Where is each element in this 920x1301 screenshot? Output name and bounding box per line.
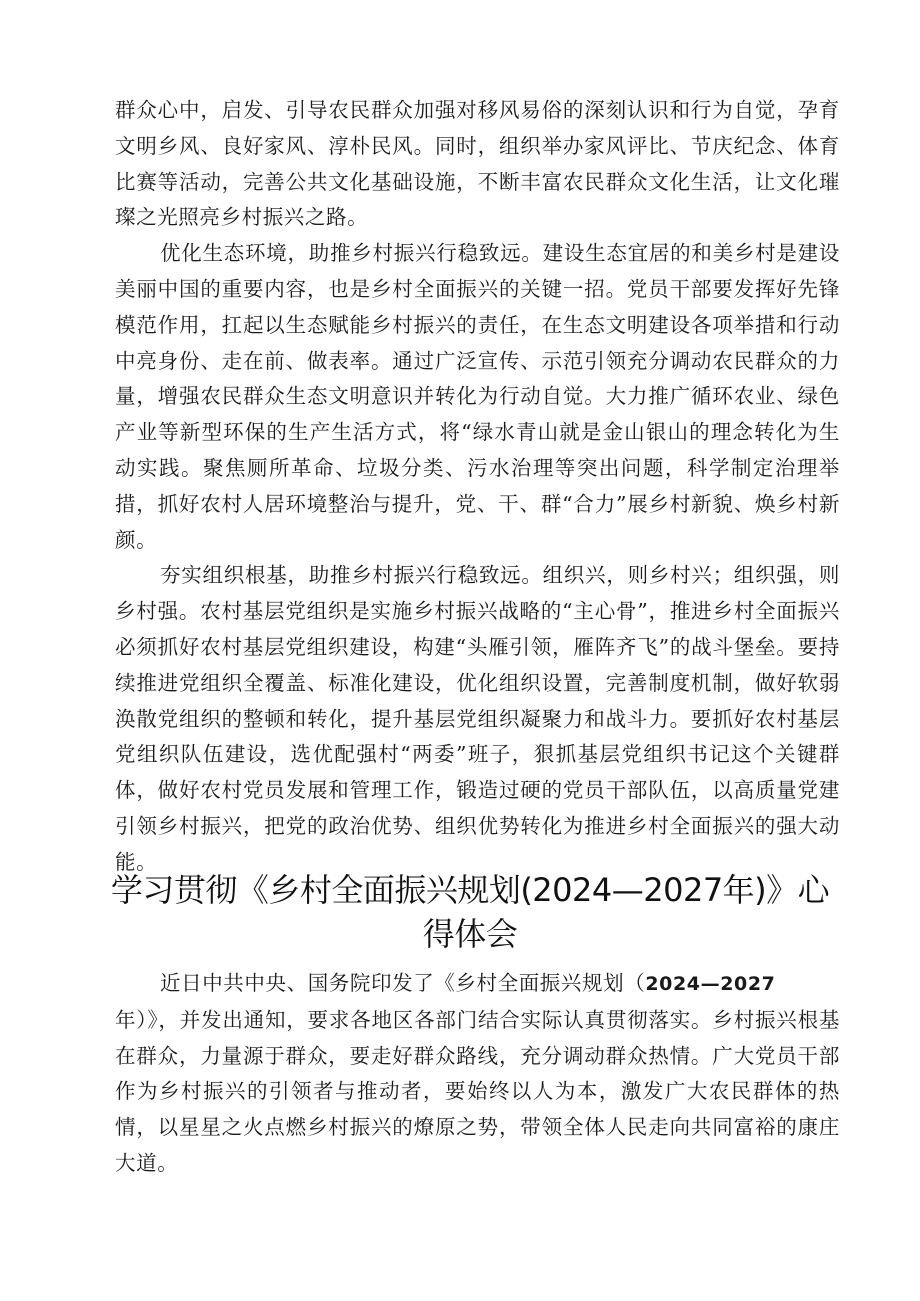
paragraph-continued: 群众心中，启发、引导农民群众加强对移风易俗的深刻认识和行为自觉，孕育文明乡风、良好家风、淳朴民风。同时，组织举办家风评比、节庆纪念、体育比赛等活动，完善公共文化基础设施，不断丰富农民群众文化生活，让文化璀璨之光照亮乡村振兴之路。 bbox=[115, 98, 840, 230]
article-title: 学习贯彻《乡村全面振兴规划(2024—2027年)》心得体会 bbox=[110, 871, 830, 953]
intro-years: 2024—2027 bbox=[645, 973, 776, 995]
paragraph-intro bbox=[115, 966, 840, 1182]
article-body-lower bbox=[115, 966, 840, 1182]
article-body-upper bbox=[115, 93, 840, 881]
intro-text-start: 近日中共中央、国务院印发了《乡村全面振兴规划（ bbox=[160, 971, 646, 995]
intro-text-rest: 年）》，并发出通知，要求各地区各部门结合实际认真贯彻落实。乡村振兴根基在群众，力量源于群众，要走好群众路线，充分调动群众热情。广大党员干部作为乡村振兴的引领者与推动者，要始终以人为本，激发广大农民群体的热情，以星星之火点燃乡村振兴的燎原之势，带领全体人民走向共同富裕的康庄大道。 bbox=[115, 1007, 840, 1175]
paragraph-organization: 夯实组织根基，助推乡村振兴行稳致远。组织兴，则乡村兴；组织强，则乡村强。农村基层党组织是实施乡村振兴战略的“主心骨”，推进乡村全面振兴必须抓好农村基层党组织建设，构建“头雁引领，雁阵齐飞”的战斗堡垒。要持续推进党组织全覆盖、标准化建设，优化组织设置，完善制度机制，做好软弱涣散党组织的整顿和转化，提升基层党组织凝聚力和战斗力。要抓好农村基层党组织队伍建设，选优配强村“两委”班子，狠抓基层党组织书记这个关键群体，做好农村党员发展和管理工作，锻造过硬的党员干部队伍，以高质量党建引领乡村振兴，把党的政治优势、组织优势转化为推进乡村全面振兴的强大动能。 bbox=[115, 563, 840, 874]
paragraph-ecology: 优化生态环境，助推乡村振兴行稳致远。建设生态宜居的和美乡村是建设美丽中国的重要内容，也是乡村全面振兴的关键一招。党员干部要发挥好先锋模范作用，扛起以生态赋能乡村振兴的责任，在生态文明建设各项举措和行动中亮身份、走在前、做表率。通过广泛宣传、示范引领充分调动农民群众的力量，增强农民群众生态文明意识并转化为行动自觉。大力推广循环农业、绿色产业等新型环保的生产生活方式，将“绿水青山就是金山银山的理念转化为生动实践。聚焦厕所革命、垃圾分类、污水治理等突出问题，科学制定治理举措，抓好农村人居环境整治与提升，党、干、群“合力”展乡村新貌、焕乡村新颜。 bbox=[115, 241, 840, 552]
